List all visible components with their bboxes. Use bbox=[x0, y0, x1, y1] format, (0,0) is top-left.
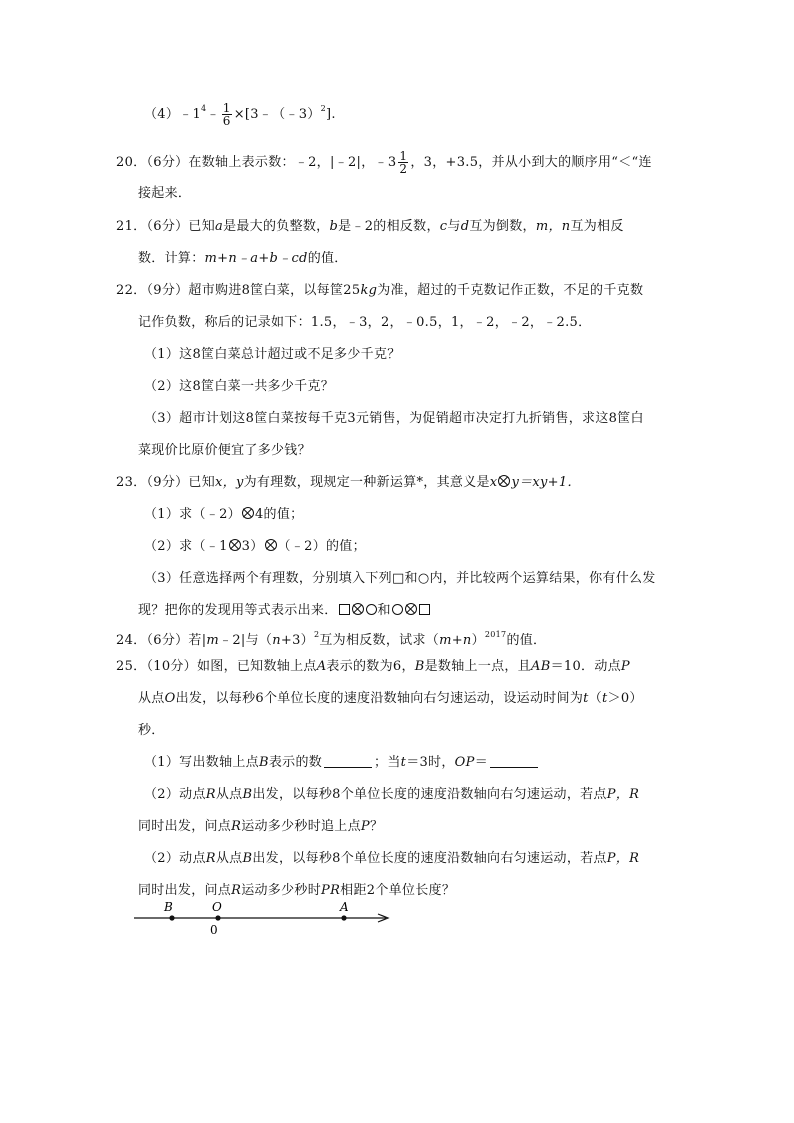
number-line-figure bbox=[130, 898, 400, 942]
q23-sub1: （1）求（﹣2） 4的值； bbox=[144, 507, 304, 522]
label-B: B bbox=[164, 900, 174, 914]
otimes-icon bbox=[229, 539, 241, 551]
q25-line2: 从点O出发，以每秒6个单位长度的速度沿数轴向右匀速运动，设运动时间为t（t＞0） bbox=[138, 691, 643, 706]
circle-icon bbox=[366, 604, 377, 615]
q22-line1: 22．（9分）超市购进8筐白菜，以每筐25kg为准，超过的千克数记作正数，不足的千克数 bbox=[116, 283, 644, 298]
fraction-one-sixth: $\frac{1}{6}$ bbox=[222, 101, 231, 128]
otimes-icon bbox=[405, 603, 417, 615]
sub3-prefix: （2）动点 bbox=[144, 851, 206, 866]
q20-line2: 接起来． bbox=[138, 186, 192, 201]
square-icon bbox=[339, 604, 350, 615]
otimes-icon bbox=[242, 507, 254, 519]
q22-sub2: （2）这8筐白菜一共多少千克？ bbox=[144, 379, 335, 394]
q25-sub1: （1）写出数轴上点B表示的数 ；当t＝3时，OP＝ bbox=[144, 754, 540, 772]
q23-sub2: （2）求（﹣1 3） （﹣2）的值； bbox=[144, 539, 366, 554]
q25-line1: 25．（10分）如图，已知数轴上点A表示的数为6，B是数轴上一点，且AB＝10．动点P bbox=[116, 659, 630, 674]
q22-sub1: （1）这8筐白菜总计超过或不足多少千克？ bbox=[144, 347, 401, 362]
fraction-one-half: $\frac{1}{2}$ bbox=[399, 149, 408, 176]
point-A bbox=[341, 915, 346, 920]
q21-line2: 数．计算：m+n﹣a+b﹣cd的值． bbox=[138, 251, 348, 266]
otimes-icon bbox=[265, 539, 277, 551]
q23-sub3-line1: （3）任意选择两个有理数，分别填入下列□和○内，并比较两个运算结果，你有什么发 bbox=[144, 571, 656, 586]
q21-line1: 21．（6分）已知a是最大的负整数，b是﹣2的相反数，c与d互为倒数，m，n互为相反 bbox=[116, 219, 624, 234]
otimes-icon bbox=[498, 475, 510, 487]
otimes-icon bbox=[352, 603, 364, 615]
answer-blank[interactable] bbox=[490, 755, 538, 768]
q22-sub3-line2: 菜现价比原价便宜了多少钱？ bbox=[138, 443, 311, 458]
point-O bbox=[215, 915, 220, 920]
q25-sub2-line1: （2）动点R从点B出发，以每秒8个单位长度的速度沿数轴向右匀速运动，若点P，R bbox=[144, 787, 640, 802]
q24-line: 24．（6分）若|m﹣2|与$(n+3)^2$互为相反数，试求$(m+n)^{2017}$的值． bbox=[116, 630, 547, 648]
answer-blank[interactable] bbox=[324, 755, 372, 768]
q25-sub3-line1: （2）动点R从点B出发，以每秒8个单位长度的速度沿数轴向右匀速运动，若点P，R bbox=[144, 851, 640, 866]
q19-item4: $(4)﹣1^4﹣$ $\frac{1}{6}$ ×[3﹣（﹣3）$^2$]. bbox=[144, 101, 336, 128]
q23-sub3-line2: 现？把你的发现用等式表示出来． 和 bbox=[138, 602, 431, 620]
circle-icon bbox=[392, 604, 403, 615]
point-B bbox=[169, 915, 174, 920]
label-A: A bbox=[340, 900, 349, 914]
q23-line1: 23．（9分）已知x，y为有理数，现规定一种新运算*，其意义是x y＝xy+1． bbox=[116, 475, 581, 490]
q25-sub3-line2: 同时出发，问点R运动多少秒时PR相距2个单位长度？ bbox=[138, 883, 456, 898]
q25-line3: 秒． bbox=[138, 723, 165, 738]
square-icon bbox=[419, 604, 430, 615]
q20-line1: 20．（6分）在数轴上表示数：﹣2，|﹣2|，﹣3 $\frac{1}{2}$ ，3，+3.5，并从小到大的顺序用“＜“连 bbox=[116, 149, 652, 176]
q22-sub3-line1: （3）超市计划这8筐白菜按每千克3元销售，为促销超市决定打九折销售，求这8筐白 bbox=[144, 411, 644, 426]
q25-sub2-line2: 同时出发，问点R运动多少秒时追上点P？ bbox=[138, 819, 384, 834]
q22-line2: 记作负数，称后的记录如下：1.5，﹣3，2，﹣0.5，1，﹣2，﹣2，﹣2.5． bbox=[138, 315, 592, 330]
tick-zero: 0 bbox=[210, 923, 218, 937]
label-O: O bbox=[212, 900, 223, 914]
